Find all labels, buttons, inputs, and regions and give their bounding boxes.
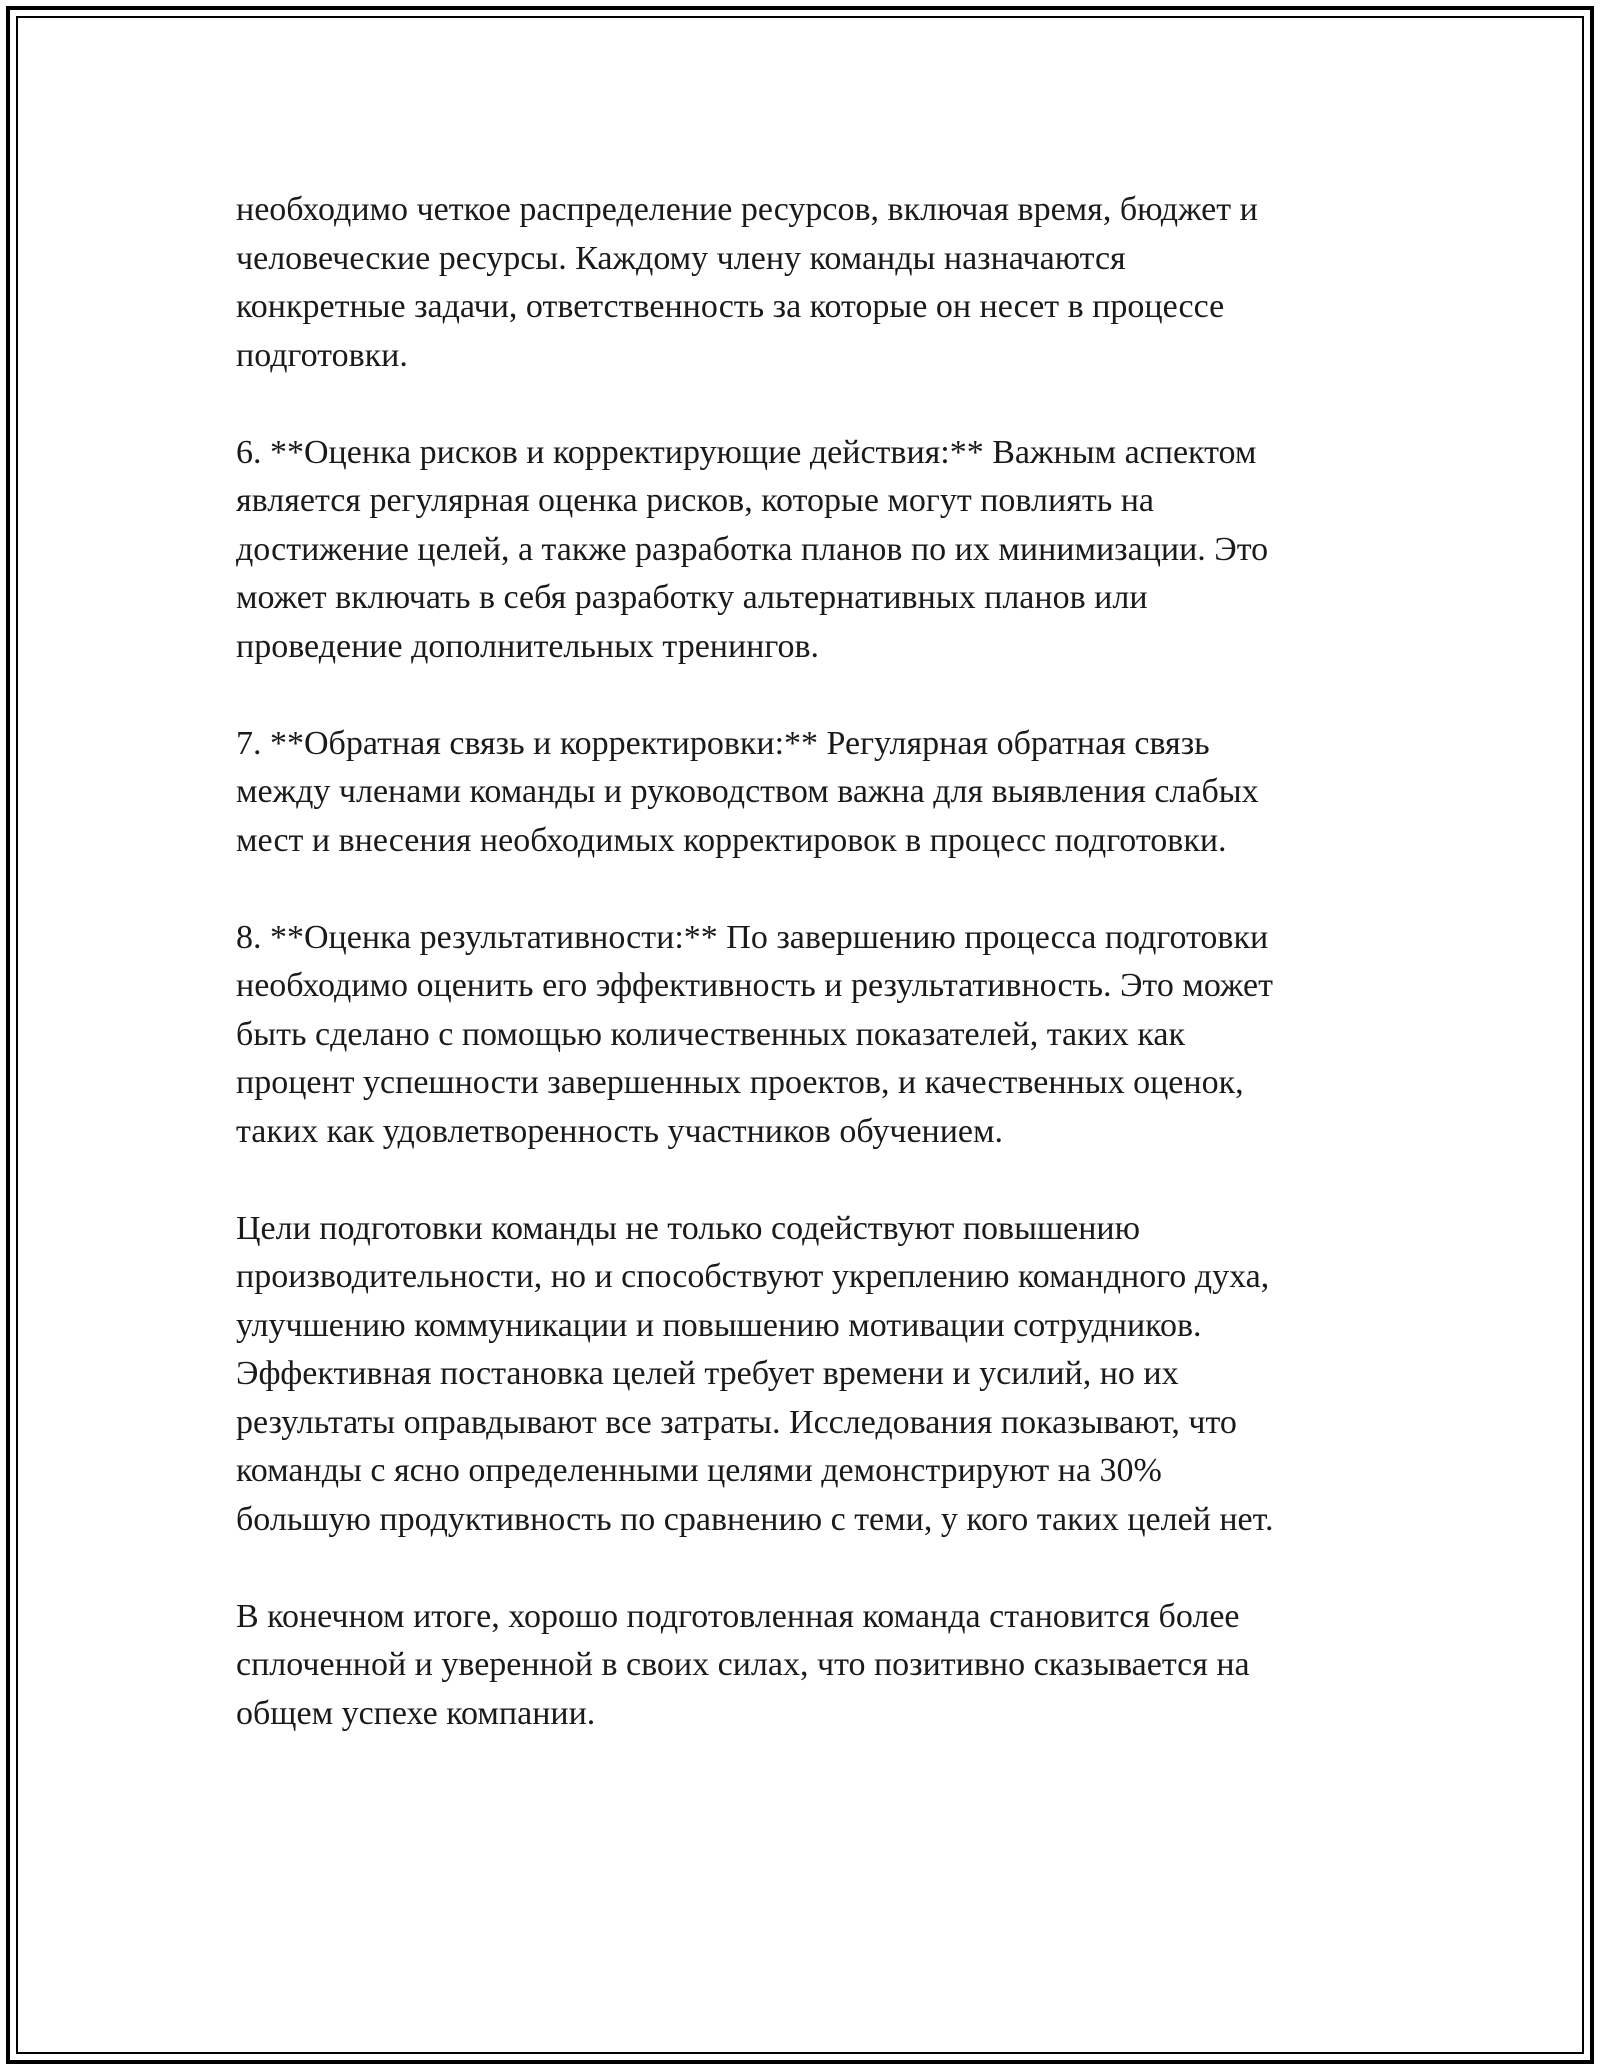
text-line: Эффективная постановка целей требует времени и усилий, но их xyxy=(236,1355,1179,1392)
text-line: В конечном итоге, хорошо подготовленная команда становится более xyxy=(236,1597,1240,1635)
text-line: проведение дополнительных тренингов. xyxy=(236,627,820,665)
text-line: сплоченной и уверенной в своих силах, что позитивно сказывается на xyxy=(236,1646,1250,1683)
text-line: необходимо оценить его эффективность и результативность. Это может xyxy=(236,967,1273,1004)
document-body xyxy=(236,186,1366,1787)
text-line: конкретные задачи, ответственность за которые он несет в процессе xyxy=(236,288,1225,325)
text-line: общем успехе компании. xyxy=(236,1694,596,1732)
text-line: таких как удовлетворенность участников обучением. xyxy=(236,1112,1004,1150)
text-line: процент успешности завершенных проектов, и качественных оценок, xyxy=(236,1064,1244,1101)
text-line: команды с ясно определенными целями демонстрируют на 30% xyxy=(236,1452,1162,1489)
paragraph-item-8-performance xyxy=(236,914,1366,1157)
text-line: Цели подготовки команды не только содействуют повышению xyxy=(236,1209,1141,1247)
text-line: улучшению коммуникации и повышению мотивации сотрудников. xyxy=(236,1306,1202,1344)
text-line: результаты оправдывают все затраты. Исследования показывают, что xyxy=(236,1403,1237,1441)
text-line: мест и внесения необходимых корректировок в процесс подготовки. xyxy=(236,821,1227,859)
paragraph-conclusion xyxy=(236,1593,1366,1739)
text-line: может включать в себя разработку альтернативных планов или xyxy=(236,579,1148,616)
text-line: 6. **Оценка рисков и корректирующие действия:** Важным аспектом xyxy=(236,433,1257,471)
text-line: быть сделано с помощью количественных показателей, таких как xyxy=(236,1015,1185,1053)
paragraph-team-goals xyxy=(236,1205,1366,1545)
text-line: достижение целей, а также разработка планов по их минимизации. Это xyxy=(236,530,1269,568)
text-line: подготовки. xyxy=(236,336,408,374)
text-line: необходимо четкое распределение ресурсов, включая время, бюджет и xyxy=(236,191,1258,228)
paragraph-item-6-risk-assessment xyxy=(236,429,1366,672)
paragraph-item-7-feedback xyxy=(236,720,1366,866)
paragraph-resources xyxy=(236,186,1366,380)
text-line: человеческие ресурсы. Каждому члену команды назначаются xyxy=(236,239,1126,277)
text-line: 7. **Обратная связь и корректировки:** Регулярная обратная связь xyxy=(236,724,1210,762)
text-line: большую продуктивность по сравнению с теми, у кого таких целей нет. xyxy=(236,1500,1274,1538)
text-line: является регулярная оценка рисков, которые могут повлиять на xyxy=(236,482,1154,519)
text-line: между членами команды и руководством важна для выявления слабых xyxy=(236,773,1259,810)
text-line: производительности, но и способствуют укреплению командного духа, xyxy=(236,1258,1270,1295)
text-line: 8. **Оценка результативности:** По завершению процесса подготовки xyxy=(236,918,1269,956)
